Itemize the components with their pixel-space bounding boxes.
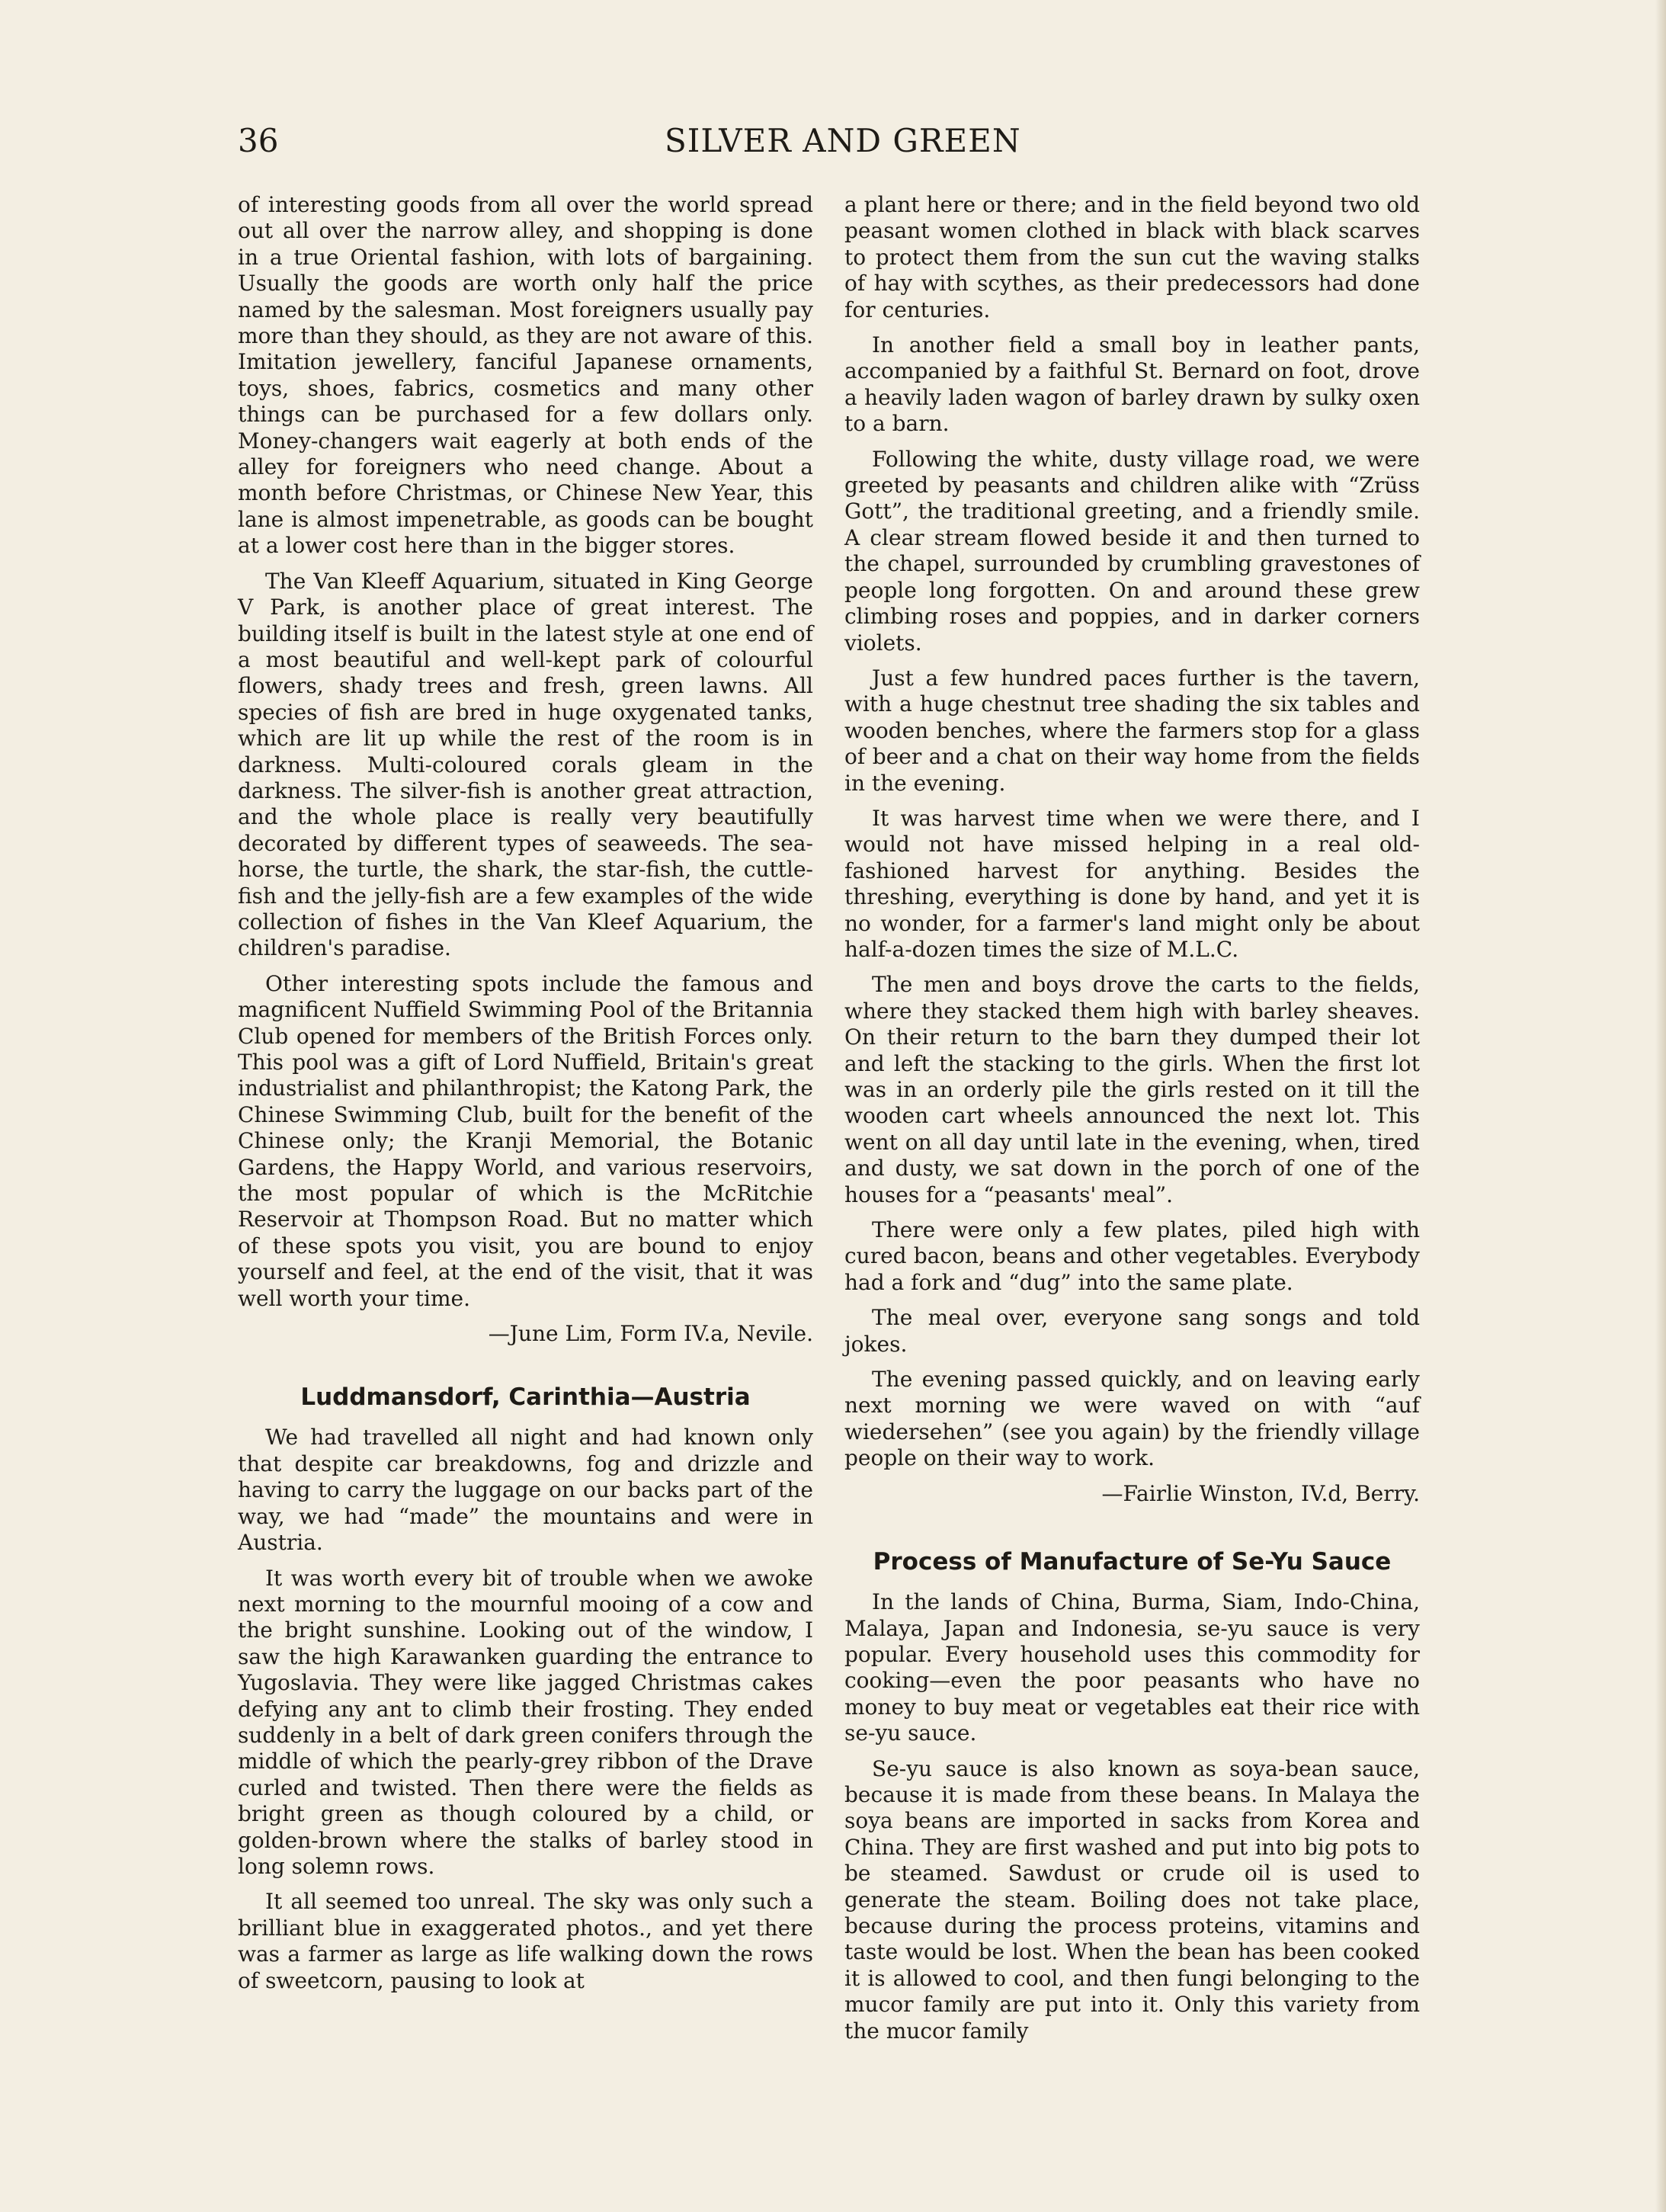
paragraph: It all seemed too unreal. The sky was only such a brilliant blue in exaggerated photos., and yet there was a farmer as large as life walking down the rows of sweetcorn, pausing to look at	[238, 1889, 813, 1993]
running-title: SILVER AND GREEN	[665, 122, 1021, 159]
paragraph: a plant here or there; and in the field beyond two old peasant women clothed in black with black scarves to protect them from the sun cut the waving stalks of hay with scythes, as their predecessors had done for centuries.	[844, 192, 1420, 322]
page-header	[238, 122, 1457, 160]
left-column	[238, 192, 813, 2003]
author-signature: —June Lim, Form IV.a, Nevile.	[488, 1321, 813, 1347]
paragraph: In the lands of China, Burma, Siam, Indo-China, Malaya, Japan and Indonesia, se-yu sauce is very popular. Every household uses this commodity for cooking—even the poor peasants who have no money to buy meat or vegetables eat their rice with se-yu sauce.	[844, 1589, 1420, 1746]
page-edge-shadow	[1655, 0, 1666, 2212]
paragraph: There were only a few plates, piled high with cured bacon, beans and other vegetables. Everybody had a fork and “dug” into the same plate.	[844, 1217, 1420, 1295]
paragraph: The men and boys drove the carts to the fields, where they stacked them high with barley sheaves. On their return to the barn they dumped their lot and left the stacking to the girls. When the first lot was in an orderly pile the girls rested on it till the wooden cart wheels announced the next lot. This went on all day until late in the evening, when, tired and dusty, we sat down in the porch of one of the houses for a “peasants' meal”.	[844, 972, 1420, 1207]
article-heading: Luddmansdorf, Carinthia—Austria	[300, 1383, 751, 1412]
author-signature: —Fairlie Winston, IV.d, Berry.	[1101, 1480, 1420, 1506]
paragraph: The Van Kleeff Aquarium, situated in King George V Park, is another place of great interest. The building itself is built in the latest style at one end of a most beautiful and well-kept park of colourful flowers, shady trees and fresh, green lawns. All species of fish are bred in huge oxygenated tanks, which are lit up while the rest of the room is in darkness. Multi-coloured corals gleam in the darkness. The silver-fish is another great attraction, and the whole place is really very beautifully decorated by different types of seaweeds. The sea-horse, the turtle, the shark, the star-fish, the cuttle-fish and the jelly-fish are a few examples of the wide collection of fishes in the Van Kleef Aquarium, the children's paradise.	[238, 568, 813, 961]
paragraph: It was worth every bit of trouble when we awoke next morning to the mournful mooing of a cow and the bright sunshine. Looking out of the window, I saw the high Karawanken guarding the entrance to Yugoslavia. They were like jagged Christmas cakes defying any ant to climb their frosting. They ended suddenly in a belt of dark green conifers through the middle of which the pearly-grey ribbon of the Drave curled and twisted. Then there were the fields as bright green as though coloured by a child, or golden-brown where the stalks of barley stood in long solemn rows.	[238, 1565, 813, 1879]
paragraph: Following the white, dusty village road, we were greeted by peasants and children alike with “Zrüss Gott”, the traditional greeting, and a friendly smile. A clear stream flowed beside it and then turned to the chapel, surrounded by crumbling gravestones of people long forgotten. On and around these grew climbing roses and poppies, and in darker corners violets.	[844, 446, 1420, 656]
paragraph: In another field a small boy in leather pants, accompanied by a faithful St. Bernard on foot, drove a heavily laden wagon of barley drawn by sulky oxen to a barn.	[844, 332, 1420, 437]
paragraph: Just a few hundred paces further is the tavern, with a huge chestnut tree shading the six tables and wooden benches, where the farmers stop for a glass of beer and a chat on their way home from the fields in the evening.	[844, 665, 1420, 796]
paragraph: We had travelled all night and had known only that despite car breakdowns, fog and drizzle and having to carry the luggage on our backs part of the way, we had “made” the mountains and were in Austria.	[238, 1425, 813, 1556]
paragraph: Se-yu sauce is also known as soya-bean sauce, because it is made from these beans. In Malaya the soya beans are imported in sacks from Korea and China. They are first washed and put into big pots to be steamed. Sawdust or crude oil is used to generate the steam. Boiling does not take place, because during the process proteins, vitamins and taste would be lost. When the bean has been cooked it is allowed to cool, and then fungi belonging to the mucor family are put into it. Only this variety from the mucor family	[844, 1755, 1420, 2044]
paragraph: Other interesting spots include the famous and magnificent Nuffield Swimming Pool of the Britannia Club opened for members of the British Forces only. This pool was a gift of Lord Nuffield, Britain's great industrialist and philanthropist; the Katong Park, the Chinese Swimming Club, built for the benefit of the Chinese only; the Kranji Memorial, the Botanic Gardens, the Happy World, and various reservoirs, the most popular of which is the McRitchie Reservoir at Thompson Road. But no matter which of these spots you visit, you are bound to enjoy yourself and feel, at the end of the visit, that it was well worth your time.	[238, 970, 813, 1311]
article-heading: Process of Manufacture of Se-Yu Sauce	[873, 1548, 1392, 1576]
paragraph: of interesting goods from all over the world spread out all over the narrow alley, and shopping is done in a true Oriental fashion, with lots of bargaining. Usually the goods are worth only half the price named by the salesman. Most foreigners usually pay more than they should, as they are not aware of this. Imitation jewellery, fanciful Japanese ornaments, toys, shoes, fabrics, cosmetics and many other things can be purchased for a few dollars only. Money-changers wait eagerly at both ends of the alley for foreigners who need change. About a month before Christmas, or Chinese New Year, this lane is almost impenetrable, as goods can be bought at a lower cost here than in the bigger stores.	[238, 192, 813, 559]
paragraph: It was harvest time when we were there, and I would not have missed helping in a real old-fashioned harvest for anything. Besides the threshing, everything is done by hand, and yet it is no wonder, for a farmer's land might only be about half-a-dozen times the size of M.L.C.	[844, 805, 1420, 962]
page-number: 36	[238, 122, 279, 159]
right-column	[844, 192, 1420, 2053]
paragraph: The evening passed quickly, and on leaving early next morning we were waved on with “auf wiedersehen” (see you again) by the friendly village people on their way to work.	[844, 1367, 1420, 1471]
paragraph: The meal over, everyone sang songs and told jokes.	[844, 1305, 1420, 1357]
